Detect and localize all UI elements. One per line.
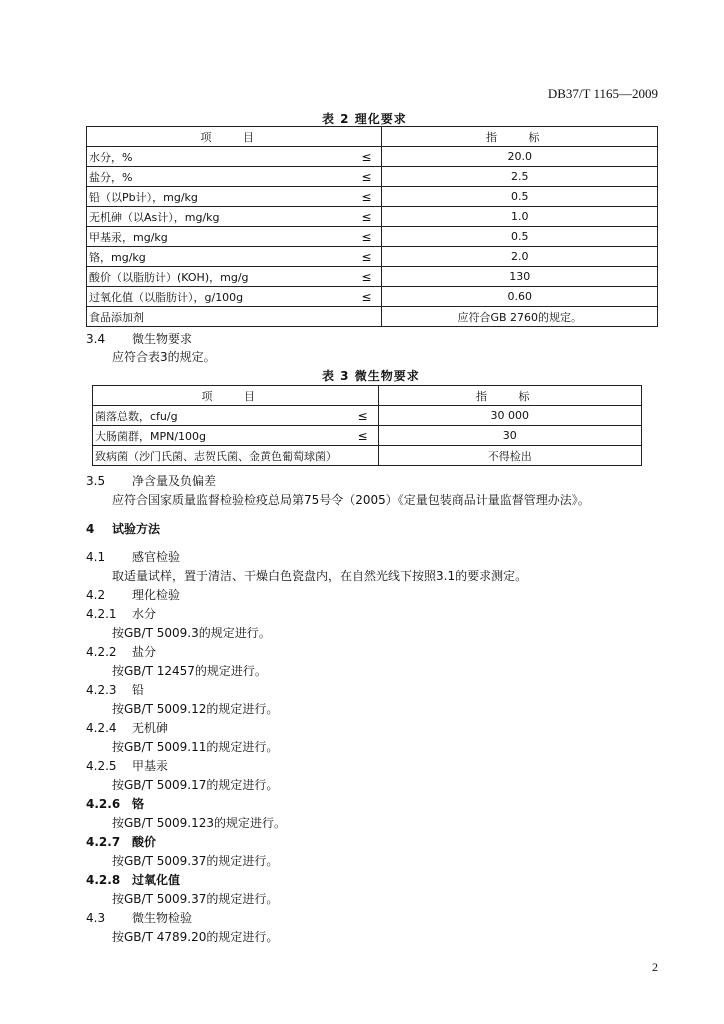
document-code: DB37/T 1165—2009	[547, 86, 658, 101]
column-header-item: 项 目	[87, 127, 382, 147]
less-equal-sign: ≤	[361, 209, 372, 224]
row-item: 菌落总数，cfu/g ≤	[93, 406, 379, 426]
row-value: 0.5	[382, 227, 658, 247]
section-4-1-body: 取适量试样，置于清洁、干燥白色瓷盘内，在自然光线下按照3.1的要求测定。	[112, 569, 528, 583]
table-row	[93, 426, 642, 446]
table-row	[87, 227, 658, 247]
less-equal-sign: ≤	[361, 149, 372, 164]
section-4-2-8-heading: 4.2.8 过氧化值	[86, 873, 181, 887]
row-value: 2.0	[382, 247, 658, 267]
table-row	[87, 267, 658, 287]
less-equal-sign: ≤	[357, 408, 368, 423]
row-value: 130	[382, 267, 658, 287]
section-4-2-1-body: 按GB/T 5009.3的规定进行。	[112, 626, 271, 640]
row-item: 食品添加剂	[87, 307, 382, 327]
table3	[92, 385, 642, 466]
row-item: 大肠菌群，MPN/100g ≤	[93, 426, 379, 446]
section-4-2-7-heading: 4.2.7 酸价	[86, 835, 157, 849]
section-4-2-4-body: 按GB/T 5009.11的规定进行。	[112, 740, 279, 754]
section-4-2-2-body: 按GB/T 12457的规定进行。	[112, 664, 267, 678]
row-value: 应符合GB 2760的规定。	[382, 307, 658, 327]
section-4-2-5-body: 按GB/T 5009.17的规定进行。	[112, 778, 279, 792]
table-row	[87, 167, 658, 187]
row-item: 盐分，% ≤	[87, 167, 382, 187]
row-item: 水分，% ≤	[87, 147, 382, 167]
less-equal-sign: ≤	[361, 229, 372, 244]
table-row	[93, 446, 642, 466]
row-value: 1.0	[382, 207, 658, 227]
row-value: 0.60	[382, 287, 658, 307]
section-4-2-5-heading: 4.2.5 甲基汞	[86, 759, 169, 773]
table-row	[87, 207, 658, 227]
less-equal-sign: ≤	[361, 189, 372, 204]
column-header-item: 项 目	[93, 386, 379, 406]
section-4-2-2-heading: 4.2.2 盐分	[86, 645, 157, 659]
section-4-2-3-heading: 4.2.3 铅	[86, 683, 145, 697]
row-value: 2.5	[382, 167, 658, 187]
section-3-5-body: 应符合国家质量监督检验检疫总局第75号令（2005）《定量包装商品计量监督管理办法》。	[112, 493, 590, 507]
section-4-2-1-heading: 4.2.1 水分	[86, 607, 157, 621]
table-row	[87, 187, 658, 207]
section-4-3-body: 按GB/T 4789.20的规定进行。	[112, 930, 279, 944]
section-4-heading: 4 试验方法	[86, 522, 161, 536]
row-value: 20.0	[382, 147, 658, 167]
section-4-2-4-heading: 4.2.4 无机砷	[86, 721, 169, 735]
less-equal-sign: ≤	[361, 249, 372, 264]
table2	[86, 126, 658, 327]
table-row	[87, 287, 658, 307]
less-equal-sign: ≤	[361, 269, 372, 284]
row-item: 致病菌（沙门氏菌、志贺氏菌、金黄色葡萄球菌）	[93, 446, 379, 466]
less-equal-sign: ≤	[361, 289, 372, 304]
page-number: 2	[652, 960, 658, 974]
section-4-1-heading: 4.1 感官检验	[86, 550, 181, 564]
row-item: 无机砷（以As计），mg/kg ≤	[87, 207, 382, 227]
less-equal-sign: ≤	[361, 169, 372, 184]
row-value: 0.5	[382, 187, 658, 207]
row-item: 铅（以Pb计），mg/kg ≤	[87, 187, 382, 207]
row-item: 酸价（以脂肪计）(KOH)，mg/g ≤	[87, 267, 382, 287]
row-item: 过氧化值（以脂肪计），g/100g ≤	[87, 287, 382, 307]
row-value: 30	[378, 426, 642, 446]
table-row	[87, 307, 658, 327]
table2-title: 表 2 理化要求	[322, 112, 407, 126]
row-value: 不得检出	[378, 446, 642, 466]
section-4-2-8-body: 按GB/T 5009.37的规定进行。	[112, 892, 279, 906]
table-header-row	[87, 127, 658, 147]
section-3-4-heading: 3.4 微生物要求	[86, 332, 193, 346]
table-row	[87, 147, 658, 167]
section-4-2-3-body: 按GB/T 5009.12的规定进行。	[112, 702, 279, 716]
section-4-2-heading: 4.2 理化检验	[86, 588, 181, 602]
less-equal-sign: ≤	[357, 428, 368, 443]
section-4-2-7-body: 按GB/T 5009.37的规定进行。	[112, 854, 279, 868]
column-header-value: 指 标	[378, 386, 642, 406]
table-header-row	[93, 386, 642, 406]
row-item: 铬，mg/kg ≤	[87, 247, 382, 267]
table-row	[93, 406, 642, 426]
column-header-value: 指 标	[382, 127, 658, 147]
section-4-2-6-body: 按GB/T 5009.123的规定进行。	[112, 816, 286, 830]
table3-title: 表 3 微生物要求	[322, 369, 420, 383]
section-4-3-heading: 4.3 微生物检验	[86, 911, 193, 925]
section-4-2-6-heading: 4.2.6 铬	[86, 797, 145, 811]
row-item: 甲基汞，mg/kg ≤	[87, 227, 382, 247]
section-3-4-body: 应符合表3的规定。	[112, 350, 216, 364]
section-3-5-heading: 3.5 净含量及负偏差	[86, 474, 217, 488]
row-value: 30 000	[378, 406, 642, 426]
table-row	[87, 247, 658, 267]
